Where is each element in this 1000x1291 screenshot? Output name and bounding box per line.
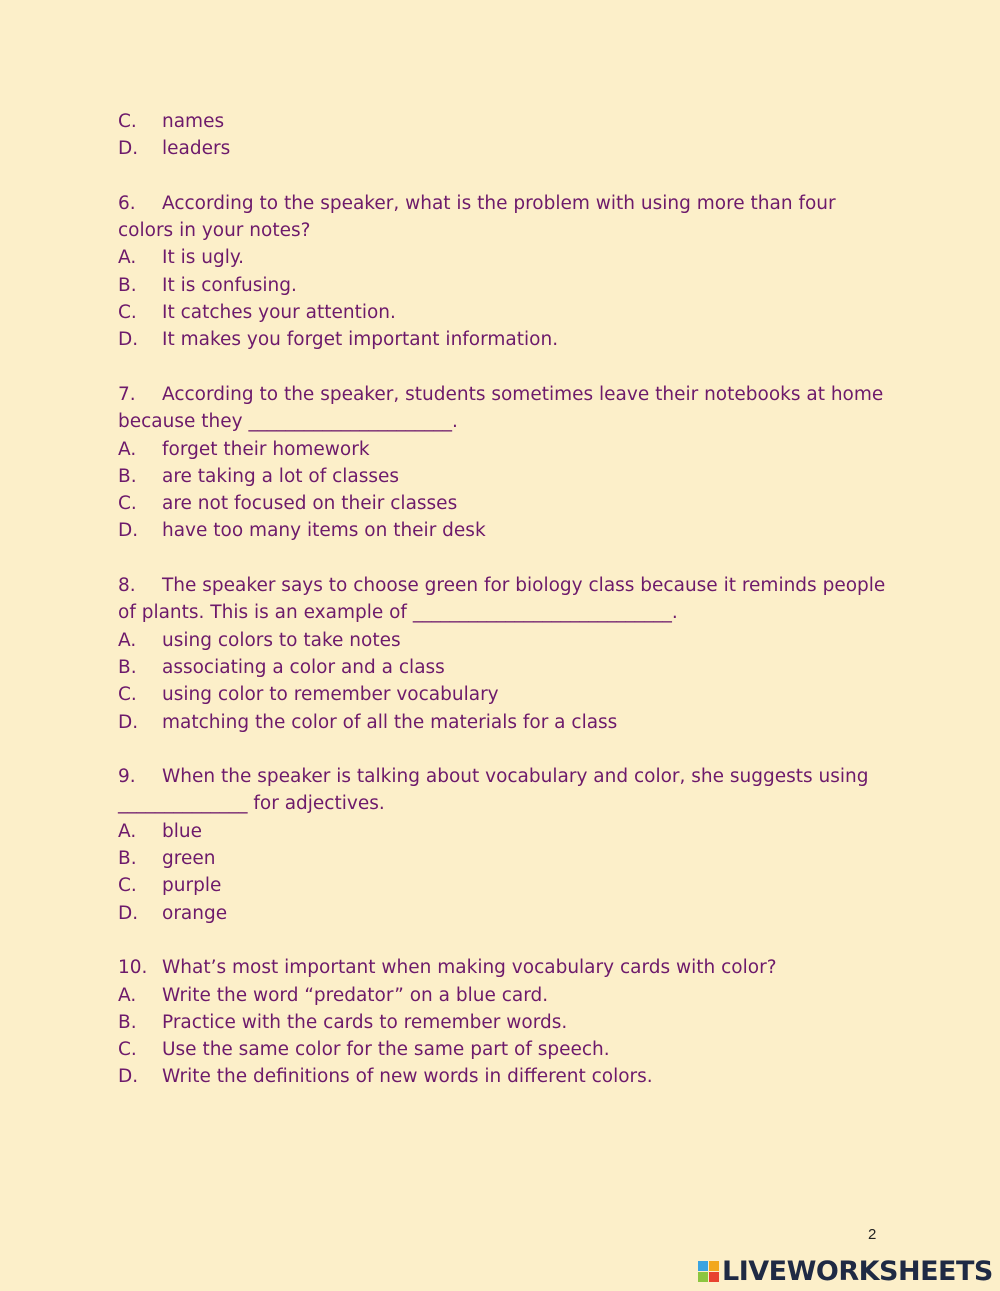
- option-text: leaders: [162, 138, 231, 160]
- option-text: blue: [162, 820, 202, 842]
- question-text: [118, 190, 888, 217]
- option-b: [118, 845, 888, 872]
- option-c: [118, 1036, 888, 1063]
- question-text: [118, 381, 888, 408]
- option-b: [118, 272, 888, 299]
- question-9: [118, 763, 888, 927]
- question-8: [118, 572, 888, 736]
- option-letter: D.: [118, 329, 139, 351]
- option-text: It is ugly.: [162, 247, 245, 269]
- option-letter: A.: [118, 820, 137, 842]
- option-letter: A.: [118, 247, 137, 269]
- question-line: What’s most important when making vocabulary cards with color?: [162, 957, 777, 979]
- option-text: orange: [162, 902, 228, 924]
- option-d: [118, 709, 888, 736]
- option-b: [118, 463, 888, 490]
- option-text: names: [162, 111, 225, 132]
- option-text: associating a color and a class: [162, 656, 445, 678]
- option-c: [118, 490, 888, 517]
- option-c: [118, 681, 888, 708]
- option-a: [118, 244, 888, 271]
- option-text: Use the same color for the same part of speech.: [162, 1039, 610, 1061]
- option-text: Write the definitions of new words in different colors.: [162, 1066, 653, 1088]
- option-b: [118, 1009, 888, 1036]
- option-d: [118, 517, 888, 544]
- option-text: Write the word “predator” on a blue card.: [162, 984, 549, 1006]
- question-number: 10.: [118, 957, 148, 979]
- option-text: are not focused on their classes: [162, 493, 458, 515]
- option-text: It catches your attention.: [162, 302, 396, 324]
- option-c: [118, 108, 888, 135]
- option-d: [118, 900, 888, 927]
- option-letter: D.: [118, 138, 139, 160]
- option-letter: C.: [118, 875, 137, 897]
- option-letter: C.: [118, 302, 137, 324]
- question-line: because they ______________________.: [118, 411, 458, 433]
- logo-mark-icon: [698, 1261, 719, 1282]
- option-text: using color to remember vocabulary: [162, 684, 499, 706]
- option-letter: A.: [118, 984, 137, 1006]
- question-number: 9.: [118, 766, 136, 788]
- question-7: [118, 381, 888, 545]
- logo-square: [709, 1272, 719, 1282]
- option-text: have too many items on their desk: [162, 520, 486, 542]
- option-a: [118, 982, 888, 1009]
- question-text: [118, 763, 888, 790]
- question-number: 6.: [118, 192, 136, 214]
- option-letter: C.: [118, 1039, 137, 1061]
- option-letter: B.: [118, 1011, 137, 1033]
- logo-square: [698, 1272, 708, 1282]
- option-letter: A.: [118, 629, 137, 651]
- option-text: It makes you forget important information.: [162, 329, 559, 351]
- option-d: [118, 135, 888, 162]
- question-line: of plants. This is an example of ____________________________.: [118, 602, 678, 624]
- option-letter: B.: [118, 465, 137, 487]
- option-c: [118, 872, 888, 899]
- questions-content: [118, 108, 888, 1091]
- option-text: purple: [162, 875, 222, 897]
- question-text: [118, 572, 888, 599]
- option-letter: D.: [118, 520, 139, 542]
- option-a: [118, 436, 888, 463]
- option-letter: B.: [118, 274, 137, 296]
- option-letter: A.: [118, 438, 137, 460]
- option-text: It is confusing.: [162, 274, 297, 296]
- option-letter: C.: [118, 684, 137, 706]
- option-a: [118, 627, 888, 654]
- option-letter: D.: [118, 902, 139, 924]
- option-letter: C.: [118, 111, 137, 132]
- option-letter: B.: [118, 656, 137, 678]
- option-d: [118, 1063, 888, 1090]
- option-text: are taking a lot of classes: [162, 465, 400, 487]
- option-text: Practice with the cards to remember words.: [162, 1011, 568, 1033]
- option-letter: D.: [118, 711, 139, 733]
- logo-square: [698, 1261, 708, 1271]
- question-number: 7.: [118, 383, 136, 405]
- question-number: 8.: [118, 575, 136, 597]
- option-letter: D.: [118, 1066, 139, 1088]
- logo-square: [709, 1261, 719, 1271]
- liveworksheets-logo[interactable]: [698, 1256, 993, 1287]
- option-text: matching the color of all the materials for a class: [162, 711, 618, 733]
- option-c: [118, 299, 888, 326]
- question-line: When the speaker is talking about vocabulary and color, she suggests using: [162, 766, 869, 788]
- option-a: [118, 818, 888, 845]
- question-line: According to the speaker, what is the problem with using more than four: [162, 192, 836, 214]
- option-text: using colors to take notes: [162, 629, 401, 651]
- question-line: The speaker says to choose green for biology class because it reminds people: [162, 575, 886, 597]
- question-line: colors in your notes?: [118, 220, 311, 242]
- question-5-continuation: [118, 108, 888, 163]
- logo-text: LIVEWORKSHEETS: [722, 1256, 993, 1287]
- option-text: green: [162, 848, 216, 870]
- option-letter: C.: [118, 493, 137, 515]
- option-text: forget their homework: [162, 438, 370, 460]
- question-text: [118, 954, 888, 981]
- option-d: [118, 326, 888, 353]
- question-line: According to the speaker, students sometimes leave their notebooks at home: [162, 383, 884, 405]
- option-letter: B.: [118, 848, 137, 870]
- question-10: [118, 954, 888, 1090]
- question-line: ______________ for adjectives.: [118, 793, 385, 815]
- page-number: 2: [868, 1226, 877, 1243]
- option-b: [118, 654, 888, 681]
- question-6: [118, 190, 888, 354]
